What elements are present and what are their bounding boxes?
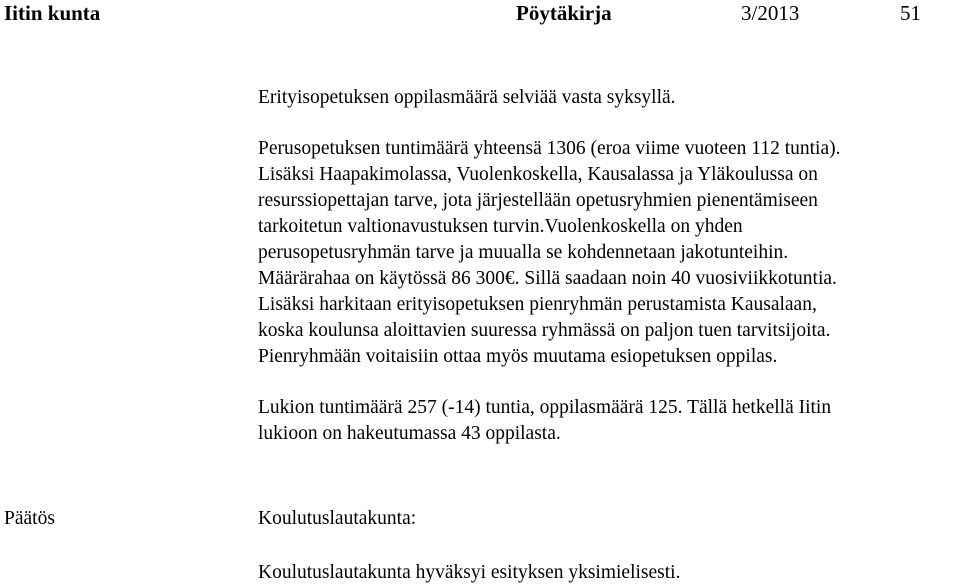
decision-heading: Koulutuslautakunta: (258, 508, 417, 529)
text-line: Lisäksi harkitaan erityisopetuksen pienryhmän perustamista Kausalaan, (258, 294, 817, 315)
text-line: Lukion tuntimäärä 257 (-14) tuntia, oppilasmäärä 125. Tällä hetkellä Iitin (258, 397, 832, 418)
document-type: Pöytäkirja (516, 1, 612, 25)
paragraph-special-education (258, 85, 958, 111)
text-line: Lisäksi Haapakimolassa, Vuolenkoskella, Kausalassa ja Yläkoulussa on (258, 164, 818, 185)
paragraph-basic-education (258, 136, 958, 370)
text-line: resurssiopettajan tarve, jota järjestellään opetusryhmien pienentämiseen (258, 190, 818, 211)
text-line: perusopetusryhmän tarve ja muualla se kohdennetaan jakotunteihin. (258, 242, 789, 263)
document-number: 3/2013 (741, 1, 800, 25)
text-line: Erityisopetuksen oppilasmäärä selviää vasta syksyllä. (258, 87, 676, 108)
paragraph-upper-secondary (258, 395, 958, 447)
page-number: 51 (900, 1, 921, 25)
text-line: koska koulunsa aloittavien suuressa ryhmässä on paljon tuen tarvitsijoita. (258, 320, 831, 341)
text-line: Perusopetuksen tuntimäärä yhteensä 1306 (eroa viime vuoteen 112 tuntia). (258, 138, 841, 159)
municipality-name: Iitin kunta (4, 1, 101, 25)
text-line: Määrärahaa on käytössä 86 300€. Sillä saadaan noin 40 vuosiviikkotuntia. (258, 268, 837, 289)
text-line: Pienryhmään voitaisiin ottaa myös muutama esiopetuksen oppilas. (258, 346, 778, 367)
text-line: tarkoitetun valtionavustuksen turvin.Vuolenkoskella on yhden (258, 216, 743, 237)
decision-label: Päätös (4, 508, 55, 529)
minutes-body (258, 85, 958, 447)
decision-text: Koulutuslautakunta hyväksyi esityksen yksimielisesti. (258, 562, 681, 583)
text-line: lukioon on hakeutumassa 43 oppilasta. (258, 423, 561, 444)
